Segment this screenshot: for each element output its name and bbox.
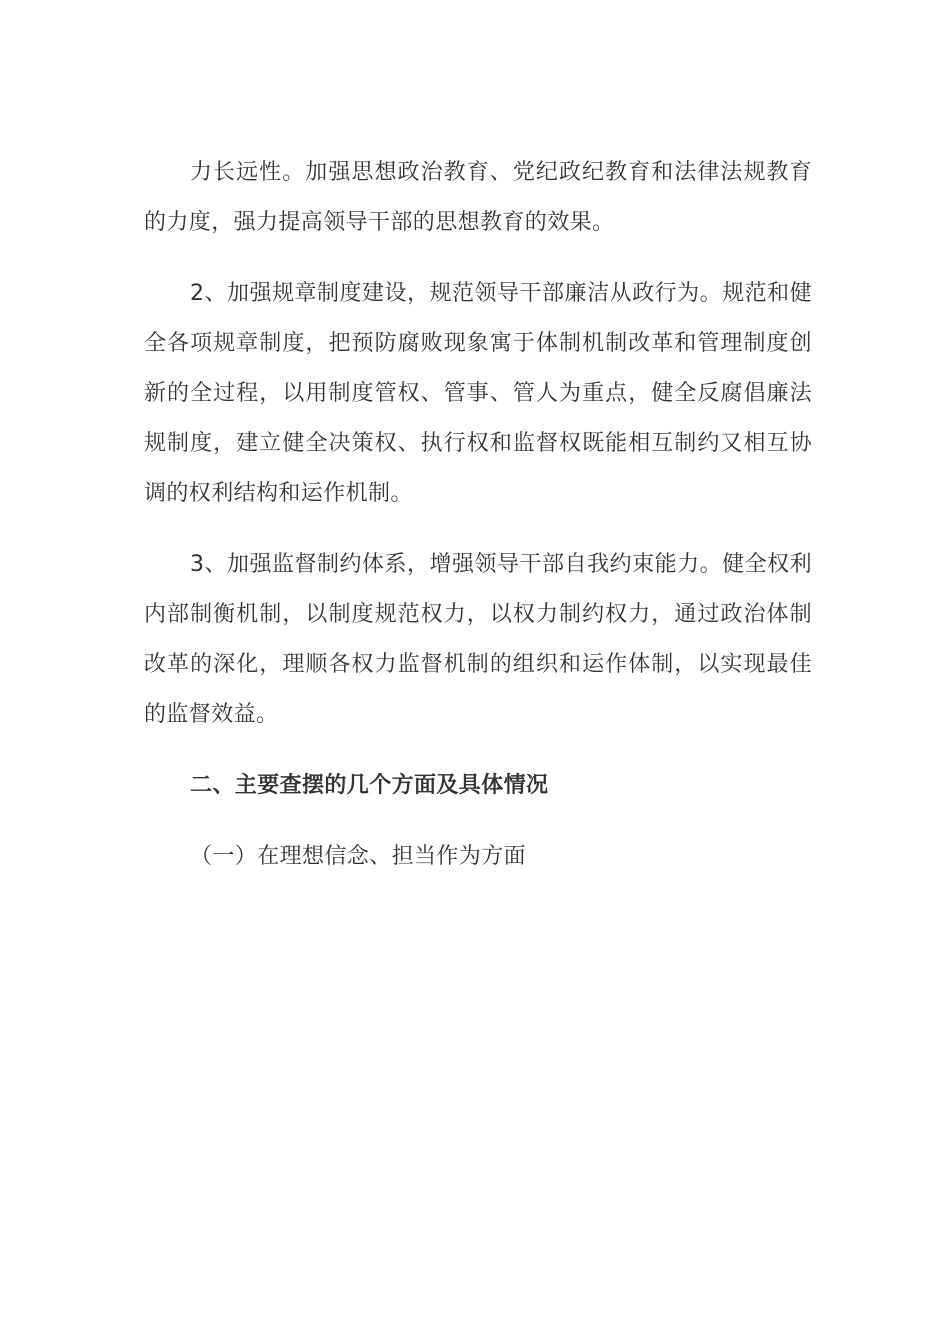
subsection-heading: （一）在理想信念、担当作为方面 — [190, 844, 527, 869]
paragraph-supervision: 3、加强监督制约体系，增强领导干部自我约束能力。健全权利内部制衡机制，以制度规范权力，以权力制约权力，通过政治体制改革的深化，理顺各权力监督机制的组织和运作体制，以实现最佳的监督效益。 — [144, 552, 812, 727]
section-heading: 二、主要查摆的几个方面及具体情况 — [190, 773, 549, 798]
document-body — [144, 148, 812, 882]
paragraph-education-continuation: 力长远性。加强思想政治教育、党纪政纪教育和法律法规教育的力度，强力提高领导干部的思想教育的效果。 — [144, 160, 812, 235]
paragraph-regulations: 2、加强规章制度建设，规范领导干部廉洁从政行为。规范和健全各项规章制度，把预防腐败现象寓于体制机制改革和管理制度创新的全过程，以用制度管权、管事、管人为重点，健全反腐倡廉法规制度，建立健全决策权、执行权和监督权既能相互制约又相互协调的权利结构和运作机制。 — [144, 281, 812, 506]
